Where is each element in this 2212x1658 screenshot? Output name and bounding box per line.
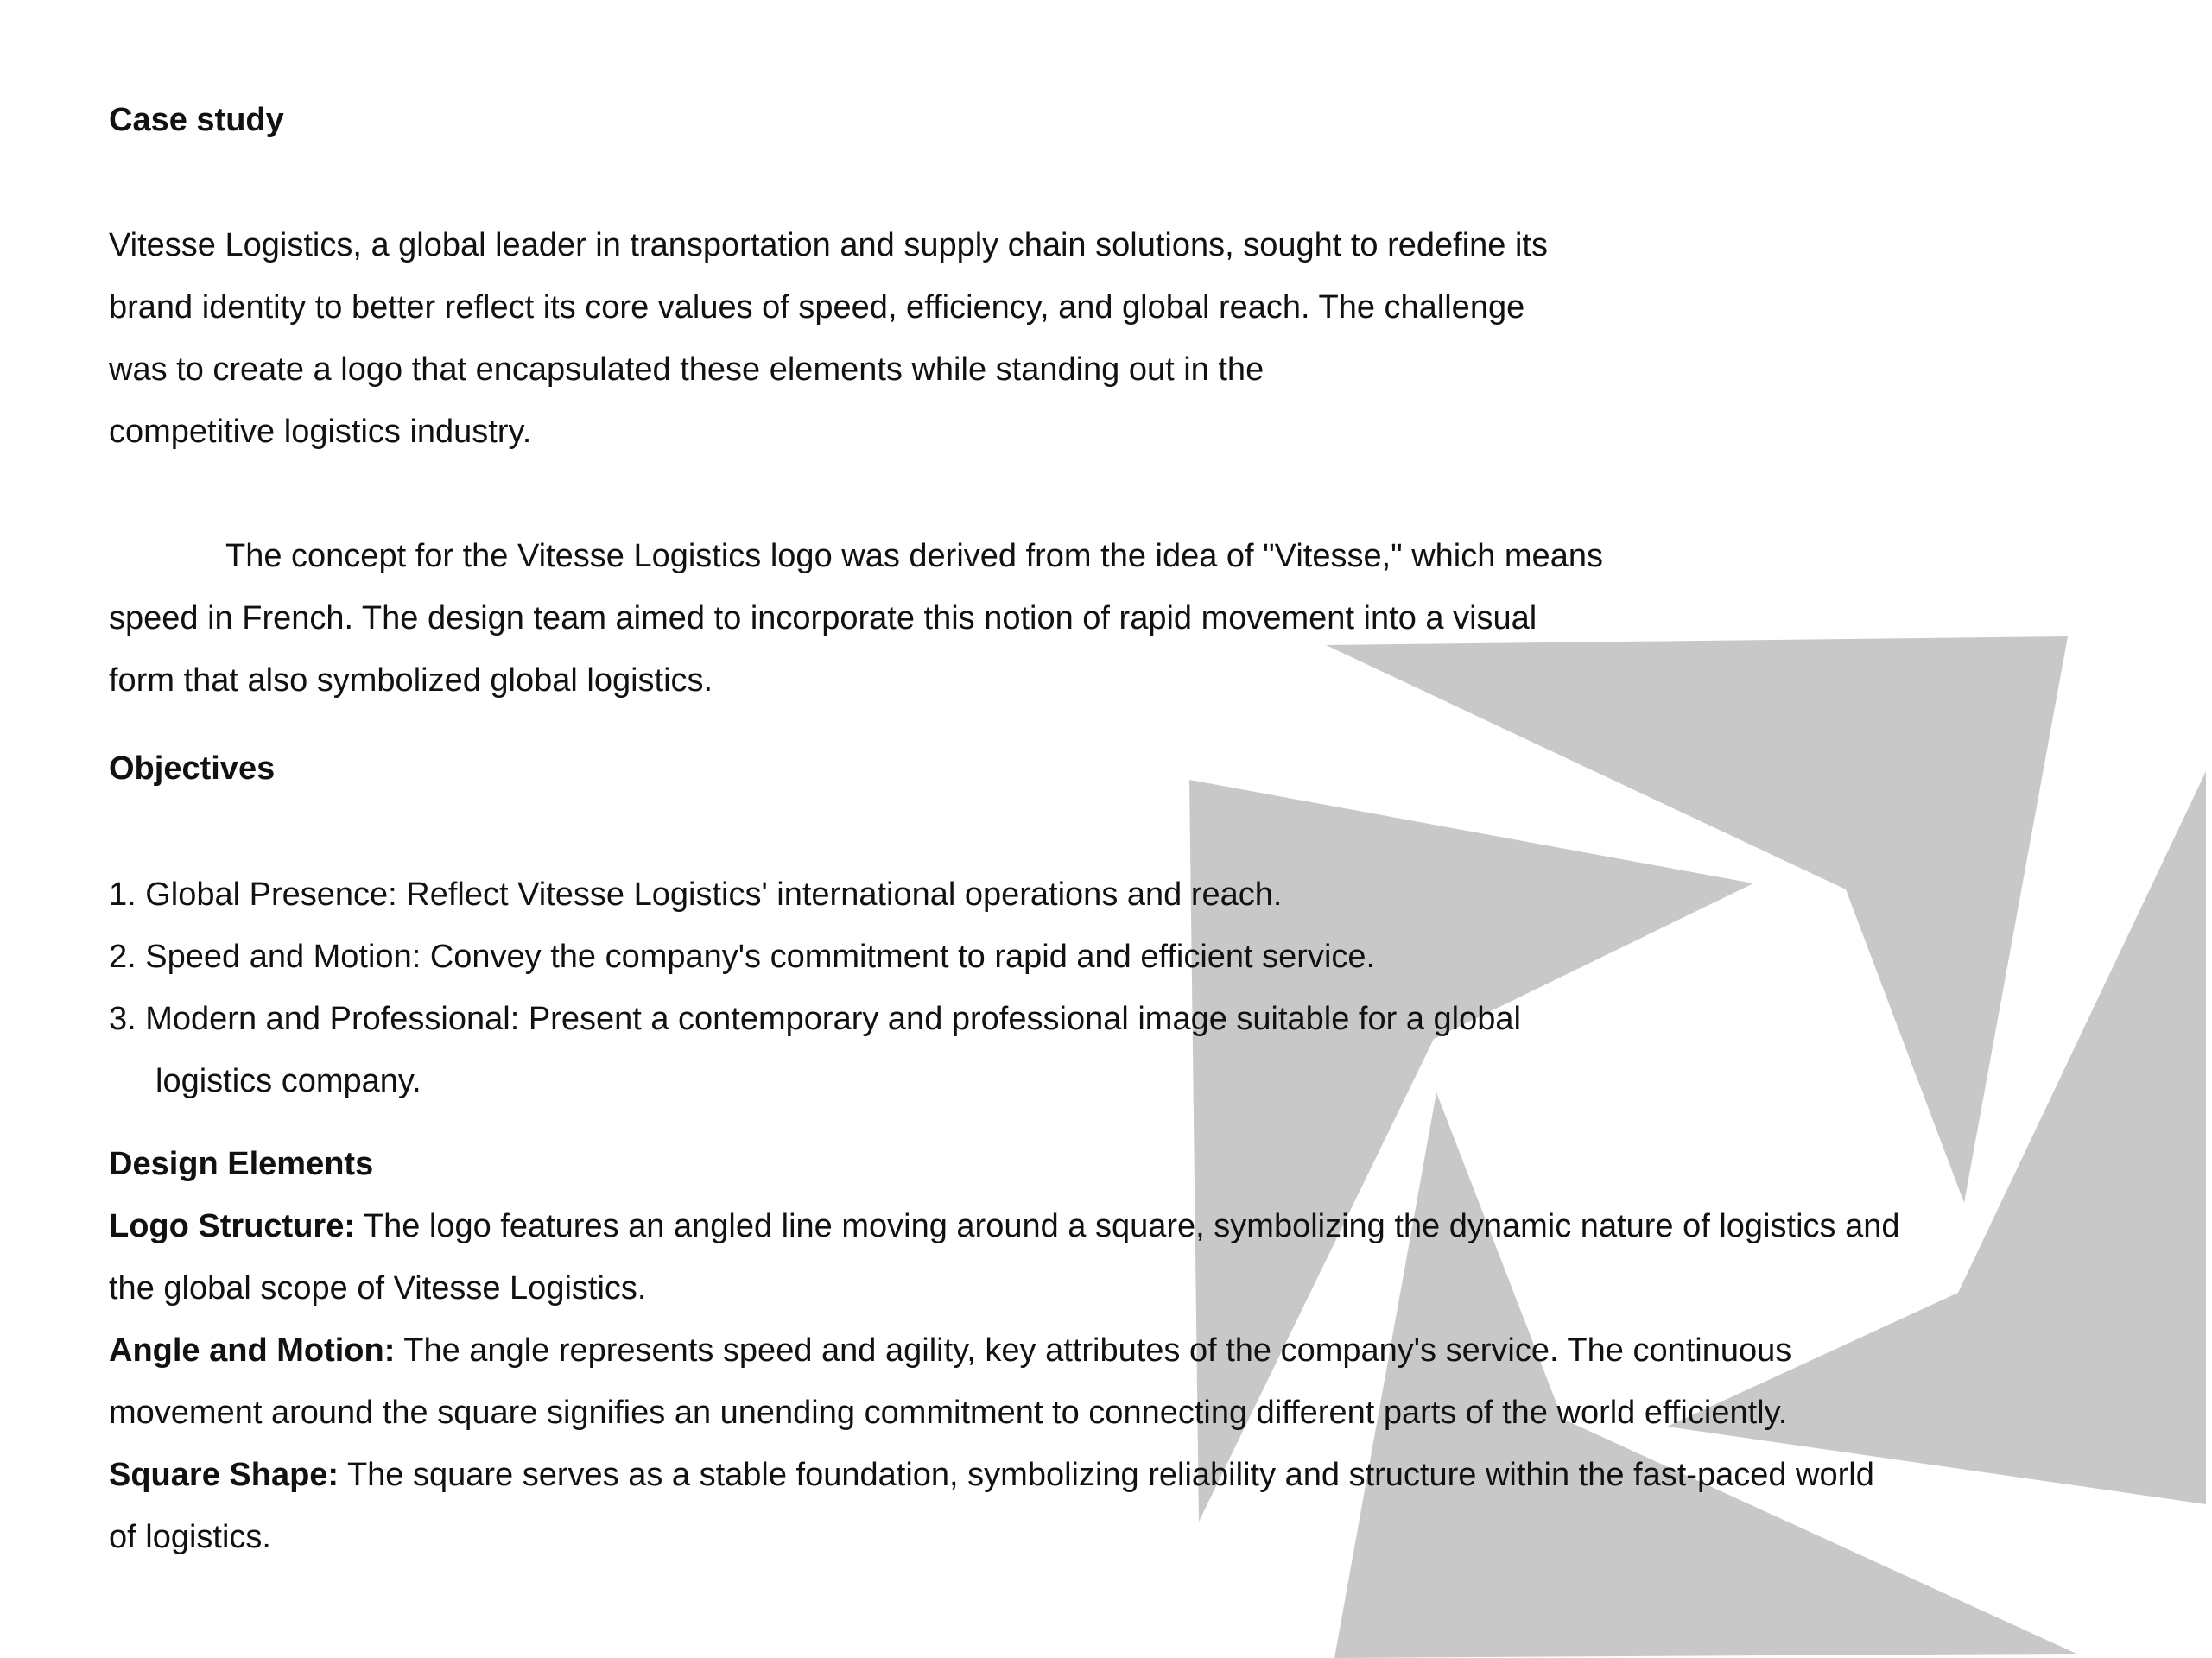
angle-motion-text: The angle represents speed and agility, key attributes of the company's service. The continuous: [395, 1332, 1792, 1369]
square-shape-cont: of logistics.: [109, 1519, 271, 1555]
case-study-para1-line1: Vitesse Logistics, a global leader in transportation and supply chain solutions, sought to redefine its: [109, 227, 1548, 263]
square-shape-text: The square serves as a stable foundation, symbolizing reliability and structure within the fast-paced world: [339, 1457, 1874, 1493]
case-study-para1-line2: brand identity to better reflect its core values of speed, efficiency, and global reach. The challenge: [109, 289, 1525, 326]
objective-item-3-cont: logistics company.: [155, 1063, 421, 1099]
case-study-para2-line2: speed in French. The design team aimed to incorporate this notion of rapid movement into a visual: [109, 600, 1537, 636]
logo-structure-line: [109, 1205, 1899, 1248]
angle-motion-cont: movement around the square signifies an unending commitment to connecting different parts of the world efficiently.: [109, 1395, 1788, 1431]
angle-motion-label: Angle and Motion:: [109, 1332, 396, 1369]
logo-structure-text: The logo features an angled line moving around a square, symbolizing the dynamic nature of logistics and: [354, 1208, 1900, 1244]
case-study-heading: Case study: [109, 102, 284, 138]
objectives-heading: Objectives: [109, 750, 276, 787]
design-elements-heading: Design Elements: [109, 1146, 374, 1182]
case-study-para1-line4: competitive logistics industry.: [109, 414, 532, 450]
angle-motion-line: [109, 1329, 1791, 1372]
objective-item-3: 3. Modern and Professional: Present a contemporary and professional image suitable for a global: [109, 1001, 1521, 1037]
objective-item-1: 1. Global Presence: Reflect Vitesse Logistics' international operations and reach.: [109, 876, 1283, 913]
logo-structure-cont: the global scope of Vitesse Logistics.: [109, 1270, 647, 1307]
square-shape-line: [109, 1453, 1874, 1497]
case-study-para2-line1: The concept for the Vitesse Logistics logo was derived from the idea of "Vitesse," which means: [225, 538, 1603, 574]
logo-structure-label: Logo Structure:: [109, 1208, 355, 1244]
case-study-para1-line3: was to create a logo that encapsulated these elements while standing out in the: [109, 351, 1264, 388]
case-study-para2-line3: form that also symbolized global logistics.: [109, 662, 713, 699]
square-shape-label: Square Shape:: [109, 1457, 339, 1493]
objective-item-2: 2. Speed and Motion: Convey the company's commitment to rapid and efficient service.: [109, 939, 1376, 975]
